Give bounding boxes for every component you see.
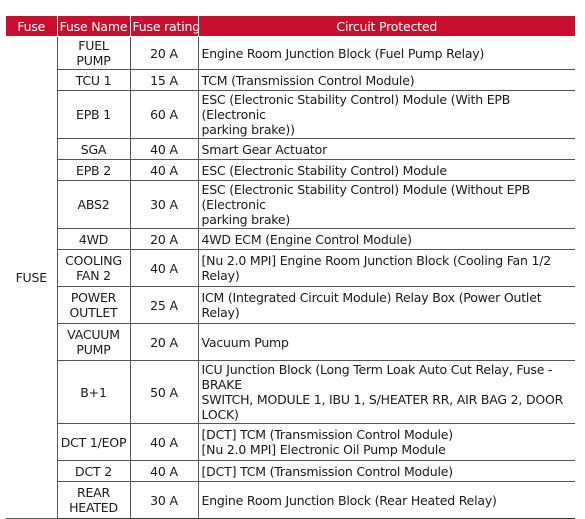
circuit-line: [Nu 2.0 MPI] Engine Room Junction Block (Cooling Fan 1/2 Relay) xyxy=(201,253,552,283)
circuit-protected-cell xyxy=(198,70,575,91)
circuit-protected-cell xyxy=(198,461,575,482)
fuse-rating-cell: 20 A xyxy=(130,37,198,70)
fuse-name-cell xyxy=(57,70,130,91)
table-row xyxy=(6,91,575,139)
table-row xyxy=(6,181,575,229)
fuse-name-line: COOLING xyxy=(65,253,122,268)
fuse-name-cell xyxy=(57,229,130,250)
fuse-name-line: FUEL PUMP xyxy=(76,38,111,68)
circuit-line: ESC (Electronic Stability Control) Module (Without EPB (Electronic xyxy=(201,182,530,212)
table-row xyxy=(6,324,575,361)
fuse-name-cell xyxy=(57,139,130,160)
fuse-name-cell xyxy=(57,424,130,461)
fuse-name-line: FAN 2 xyxy=(76,268,111,283)
header-fuse-name: Fuse Name xyxy=(57,16,130,37)
fuse-name-cell xyxy=(57,181,130,229)
fuse-name-line: POWER xyxy=(70,290,117,305)
table-row xyxy=(6,70,575,91)
header-row xyxy=(6,16,575,37)
table-row xyxy=(6,361,575,424)
circuit-line: parking brake)) xyxy=(201,122,295,137)
fuse-rating-cell: 20 A xyxy=(130,324,198,361)
fuse-name-line: EPB 2 xyxy=(76,162,111,178)
fuse-rating-cell: 40 A xyxy=(130,461,198,482)
circuit-protected-cell xyxy=(198,181,575,229)
circuit-protected-cell xyxy=(198,287,575,324)
fuse-name-cell xyxy=(57,482,130,519)
fuse-name-cell xyxy=(57,461,130,482)
table-row xyxy=(6,229,575,250)
fuse-name-cell xyxy=(57,160,130,181)
fuse-name-line: OUTLET xyxy=(69,305,118,320)
fuse-rating-cell: 40 A xyxy=(130,160,198,181)
circuit-protected-cell xyxy=(198,229,575,250)
fuse-name-cell xyxy=(57,361,130,424)
circuit-protected-cell xyxy=(198,482,575,519)
fuse-name-cell xyxy=(57,287,130,324)
fuse-name-cell xyxy=(57,250,130,287)
header-circuit-protected: Circuit Protected xyxy=(198,16,575,37)
fuse-rating-cell: 50 A xyxy=(130,361,198,424)
circuit-line: SWITCH, MODULE 1, IBU 1, S/HEATER RR, AIR BAG 2, DOOR LOCK) xyxy=(201,392,564,422)
fuse-name-line: TCU 1 xyxy=(75,72,112,88)
circuit-protected-cell xyxy=(198,139,575,160)
table-row xyxy=(6,424,575,461)
circuit-line: Vacuum Pump xyxy=(201,334,289,350)
fuse-name-cell xyxy=(57,324,130,361)
fuse-rating-cell: 40 A xyxy=(130,139,198,160)
fuse-name-line: EPB 1 xyxy=(76,107,111,122)
fuse-name-line: HEATED xyxy=(69,500,118,515)
fuse-name-cell xyxy=(57,37,130,70)
fuse-name-line: DCT 1/EOP xyxy=(60,434,127,450)
fuse-rating-cell: 20 A xyxy=(130,229,198,250)
header-fuse: Fuse xyxy=(6,16,57,37)
fuse-name-line: DCT 2 xyxy=(75,463,112,479)
circuit-line: parking brake) xyxy=(201,212,291,227)
circuit-protected-cell xyxy=(198,361,575,424)
table-row xyxy=(6,482,575,519)
circuit-line: ESC (Electronic Stability Control) Module (With EPB (Electronic xyxy=(201,92,511,122)
fuse-table xyxy=(6,16,575,519)
circuit-protected-cell xyxy=(198,250,575,287)
fuse-rating-cell: 25 A xyxy=(130,287,198,324)
circuit-line: TCM (Transmission Control Module) xyxy=(201,72,415,88)
fuse-name-cell xyxy=(57,91,130,139)
circuit-line: [DCT] TCM (Transmission Control Module) xyxy=(201,463,453,479)
fuse-rating-cell: 40 A xyxy=(130,250,198,287)
fuse-name-line: PUMP xyxy=(76,342,111,357)
table-body xyxy=(6,37,575,519)
circuit-protected-cell xyxy=(198,160,575,181)
circuit-line: Engine Room Junction Block (Fuel Pump Relay) xyxy=(201,45,485,61)
fuse-name-line: B+1 xyxy=(80,384,107,400)
fuse-name-line: 4WD xyxy=(78,231,109,247)
circuit-line: [Nu 2.0 MPI] Electronic Oil Pump Module xyxy=(201,442,446,457)
circuit-line: ICM (Integrated Circuit Module) Relay Box (Power Outlet Relay) xyxy=(201,290,542,320)
fuse-name-line: VACUUM xyxy=(67,327,120,342)
fuse-rating-cell: 60 A xyxy=(130,91,198,139)
header-fuse-rating: Fuse rating xyxy=(130,16,198,37)
circuit-protected-cell xyxy=(198,424,575,461)
circuit-protected-cell xyxy=(198,324,575,361)
table-row xyxy=(6,287,575,324)
fuse-name-line: REAR xyxy=(76,485,111,500)
table-row xyxy=(6,250,575,287)
circuit-line: 4WD ECM (Engine Control Module) xyxy=(201,231,412,247)
circuit-line: ICU Junction Block (Long Term Loak Auto Cut Relay, Fuse - BRAKE xyxy=(201,362,553,392)
fuse-group-cell: FUSE xyxy=(6,37,57,519)
circuit-line: Engine Room Junction Block (Rear Heated Relay) xyxy=(201,492,497,508)
table-row xyxy=(6,37,575,70)
fuse-name-line: ABS2 xyxy=(77,197,110,212)
circuit-protected-cell xyxy=(198,91,575,139)
table-row xyxy=(6,461,575,482)
table-row xyxy=(6,160,575,181)
circuit-line: [DCT] TCM (Transmission Control Module) xyxy=(201,427,453,442)
table-row xyxy=(6,139,575,160)
fuse-rating-cell: 15 A xyxy=(130,70,198,91)
circuit-protected-cell xyxy=(198,37,575,70)
circuit-line: Smart Gear Actuator xyxy=(201,141,328,157)
fuse-name-line: SGA xyxy=(80,141,107,157)
fuse-rating-cell: 30 A xyxy=(130,181,198,229)
circuit-line: ESC (Electronic Stability Control) Module xyxy=(201,162,447,178)
fuse-rating-cell: 30 A xyxy=(130,482,198,519)
fuse-rating-cell: 40 A xyxy=(130,424,198,461)
